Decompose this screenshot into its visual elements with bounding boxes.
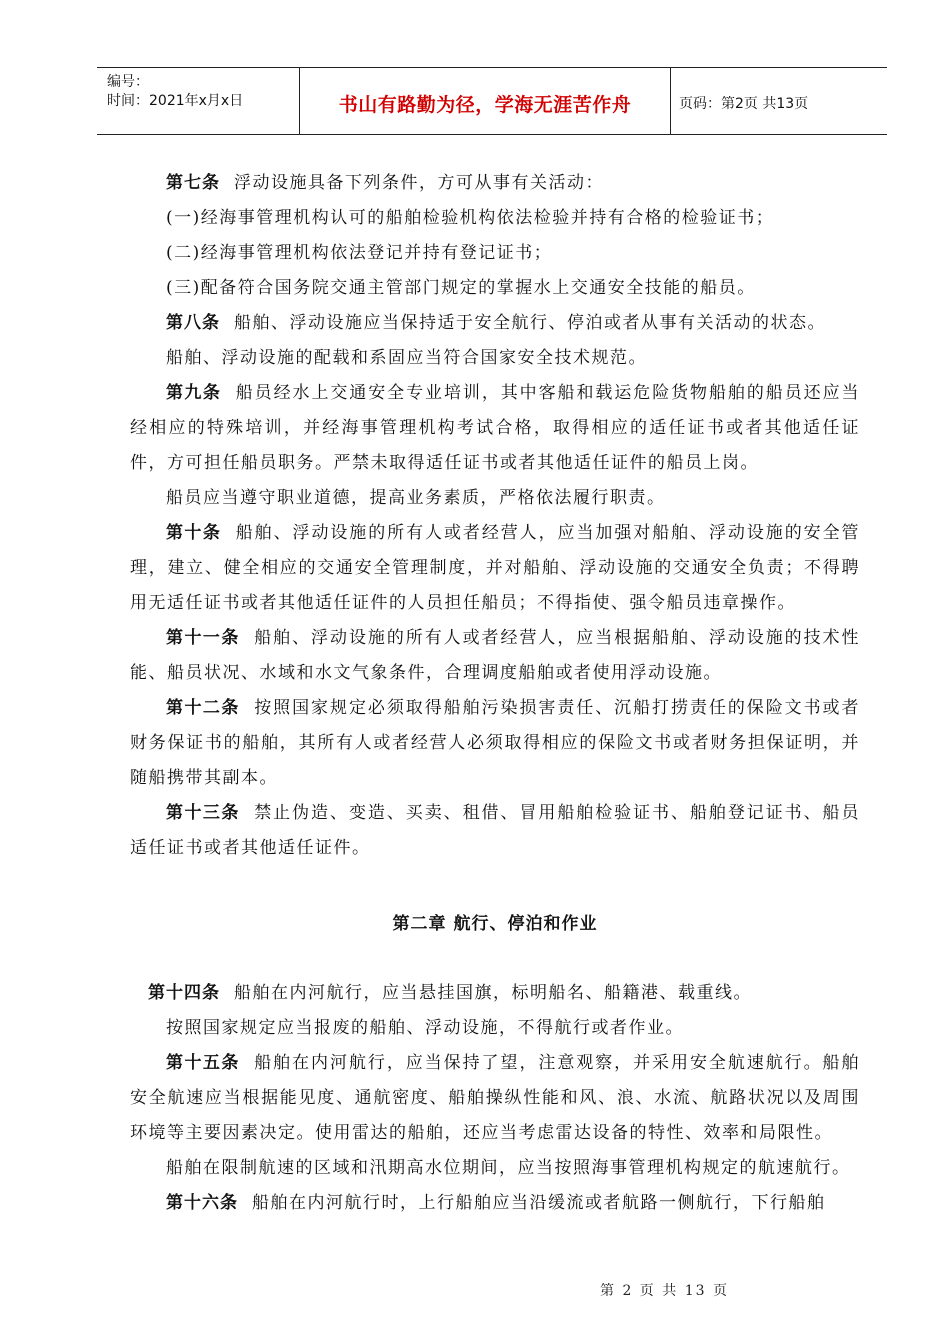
article-title: 第十二条 bbox=[166, 698, 240, 718]
article-text: 船舶在内河航行时，上行船舶应当沿缓流或者航路一侧航行，下行船舶 bbox=[252, 1193, 826, 1213]
header-info-cell bbox=[97, 68, 300, 134]
article-text: 船舶在内河航行，应当保持了望，注意观察，并采用安全航速航行。船舶安全航速应当根据能见度、通航密度、船舶操纵性能和风、浪、水流、航路状况以及周围环境等主要因素决定。使用雷达的船舶，还应当考虑雷达设备的特性、效率和局限性。 bbox=[130, 1053, 861, 1143]
document-time-label: 时间：2021年x月x日 bbox=[107, 93, 244, 109]
article-paragraph bbox=[130, 976, 860, 1011]
article-paragraph bbox=[130, 796, 860, 866]
header-page-number: 页码：第2页 共13页 bbox=[679, 96, 809, 112]
article-text: 船员经水上交通安全专业培训，其中客船和载运危险货物船舶的船员还应当经相应的特殊培训，并经海事管理机构考试合格，取得相应的适任证书或者其他适任证件，方可担任船员职务。严禁未取得适任证书或者其他适任证件的船员上岗。 bbox=[130, 383, 861, 473]
article-title: 第八条 bbox=[166, 313, 220, 333]
article-paragraph: (三)配备符合国务院交通主管部门规定的掌握水上交通安全技能的船员。 bbox=[166, 278, 756, 298]
article-title: 第九条 bbox=[166, 383, 222, 403]
article-paragraph: (一)经海事管理机构认可的船舶检验机构依法检验并持有合格的检验证书； bbox=[166, 208, 775, 228]
header-motto: 书山有路勤为径，学海无涯苦作舟 bbox=[338, 94, 632, 116]
article-paragraph: 船员应当遵守职业道德，提高业务素质，严格依法履行职责。 bbox=[166, 488, 666, 508]
article-title: 第十四条 bbox=[148, 983, 220, 1003]
article-text: 按照国家规定必须取得船舶污染损害责任、沉船打捞责任的保险文书或者财务保证书的船舶，其所有人或者经营人必须取得相应的保险文书或者财务担保证明，并随船携带其副本。 bbox=[130, 698, 861, 788]
page-header bbox=[97, 67, 887, 135]
article-paragraph bbox=[130, 516, 860, 621]
article-paragraph: (二)经海事管理机构依法登记并持有登记证书； bbox=[166, 243, 553, 263]
article-title: 第十条 bbox=[166, 523, 222, 543]
article-title: 第十六条 bbox=[166, 1193, 238, 1213]
article-text: 船舶在内河航行，应当悬挂国旗，标明船名、船籍港、载重线。 bbox=[234, 983, 752, 1003]
chapter-title: 第二章 航行、停泊和作业 bbox=[392, 914, 598, 934]
article-title: 第十一条 bbox=[166, 628, 240, 648]
article-paragraph bbox=[130, 1186, 860, 1221]
article-text: 船舶、浮动设施应当保持适于安全航行、停泊或者从事有关活动的状态。 bbox=[234, 313, 826, 333]
header-motto-cell bbox=[300, 68, 671, 134]
article-paragraph: 船舶在限制航速的区域和汛期高水位期间，应当按照海事管理机构规定的航速航行。 bbox=[166, 1158, 851, 1178]
article-paragraph: 船舶、浮动设施的配载和系固应当符合国家安全技术规范。 bbox=[166, 348, 647, 368]
article-text: 禁止伪造、变造、买卖、租借、冒用船舶检验证书、船舶登记证书、船员适任证书或者其他适任证件。 bbox=[130, 803, 861, 858]
article-text: 浮动设施具备下列条件，方可从事有关活动： bbox=[234, 173, 604, 193]
document-body bbox=[130, 166, 860, 1221]
article-title: 第十五条 bbox=[166, 1053, 240, 1073]
article-paragraph bbox=[130, 376, 860, 481]
page-footer: 第 2 页 共 13 页 bbox=[600, 1283, 729, 1299]
article-paragraph bbox=[130, 621, 860, 691]
article-paragraph bbox=[130, 1046, 860, 1151]
article-title: 第十三条 bbox=[166, 803, 240, 823]
header-page-cell bbox=[671, 68, 887, 134]
article-title: 第七条 bbox=[166, 173, 220, 193]
article-paragraph bbox=[130, 306, 860, 341]
article-paragraph bbox=[130, 166, 860, 201]
document-number-label: 编号： bbox=[107, 74, 149, 90]
article-text: 船舶、浮动设施的所有人或者经营人，应当加强对船舶、浮动设施的安全管理，建立、健全相应的交通安全管理制度，并对船舶、浮动设施的交通安全负责；不得聘用无适任证书或者其他适任证件的人员担任船员；不得指使、强令船员违章操作。 bbox=[130, 523, 861, 613]
article-paragraph bbox=[130, 691, 860, 796]
article-text: 船舶、浮动设施的所有人或者经营人，应当根据船舶、浮动设施的技术性能、船员状况、水域和水文气象条件，合理调度船舶或者使用浮动设施。 bbox=[130, 628, 861, 683]
article-paragraph: 按照国家规定应当报废的船舶、浮动设施，不得航行或者作业。 bbox=[166, 1018, 684, 1038]
